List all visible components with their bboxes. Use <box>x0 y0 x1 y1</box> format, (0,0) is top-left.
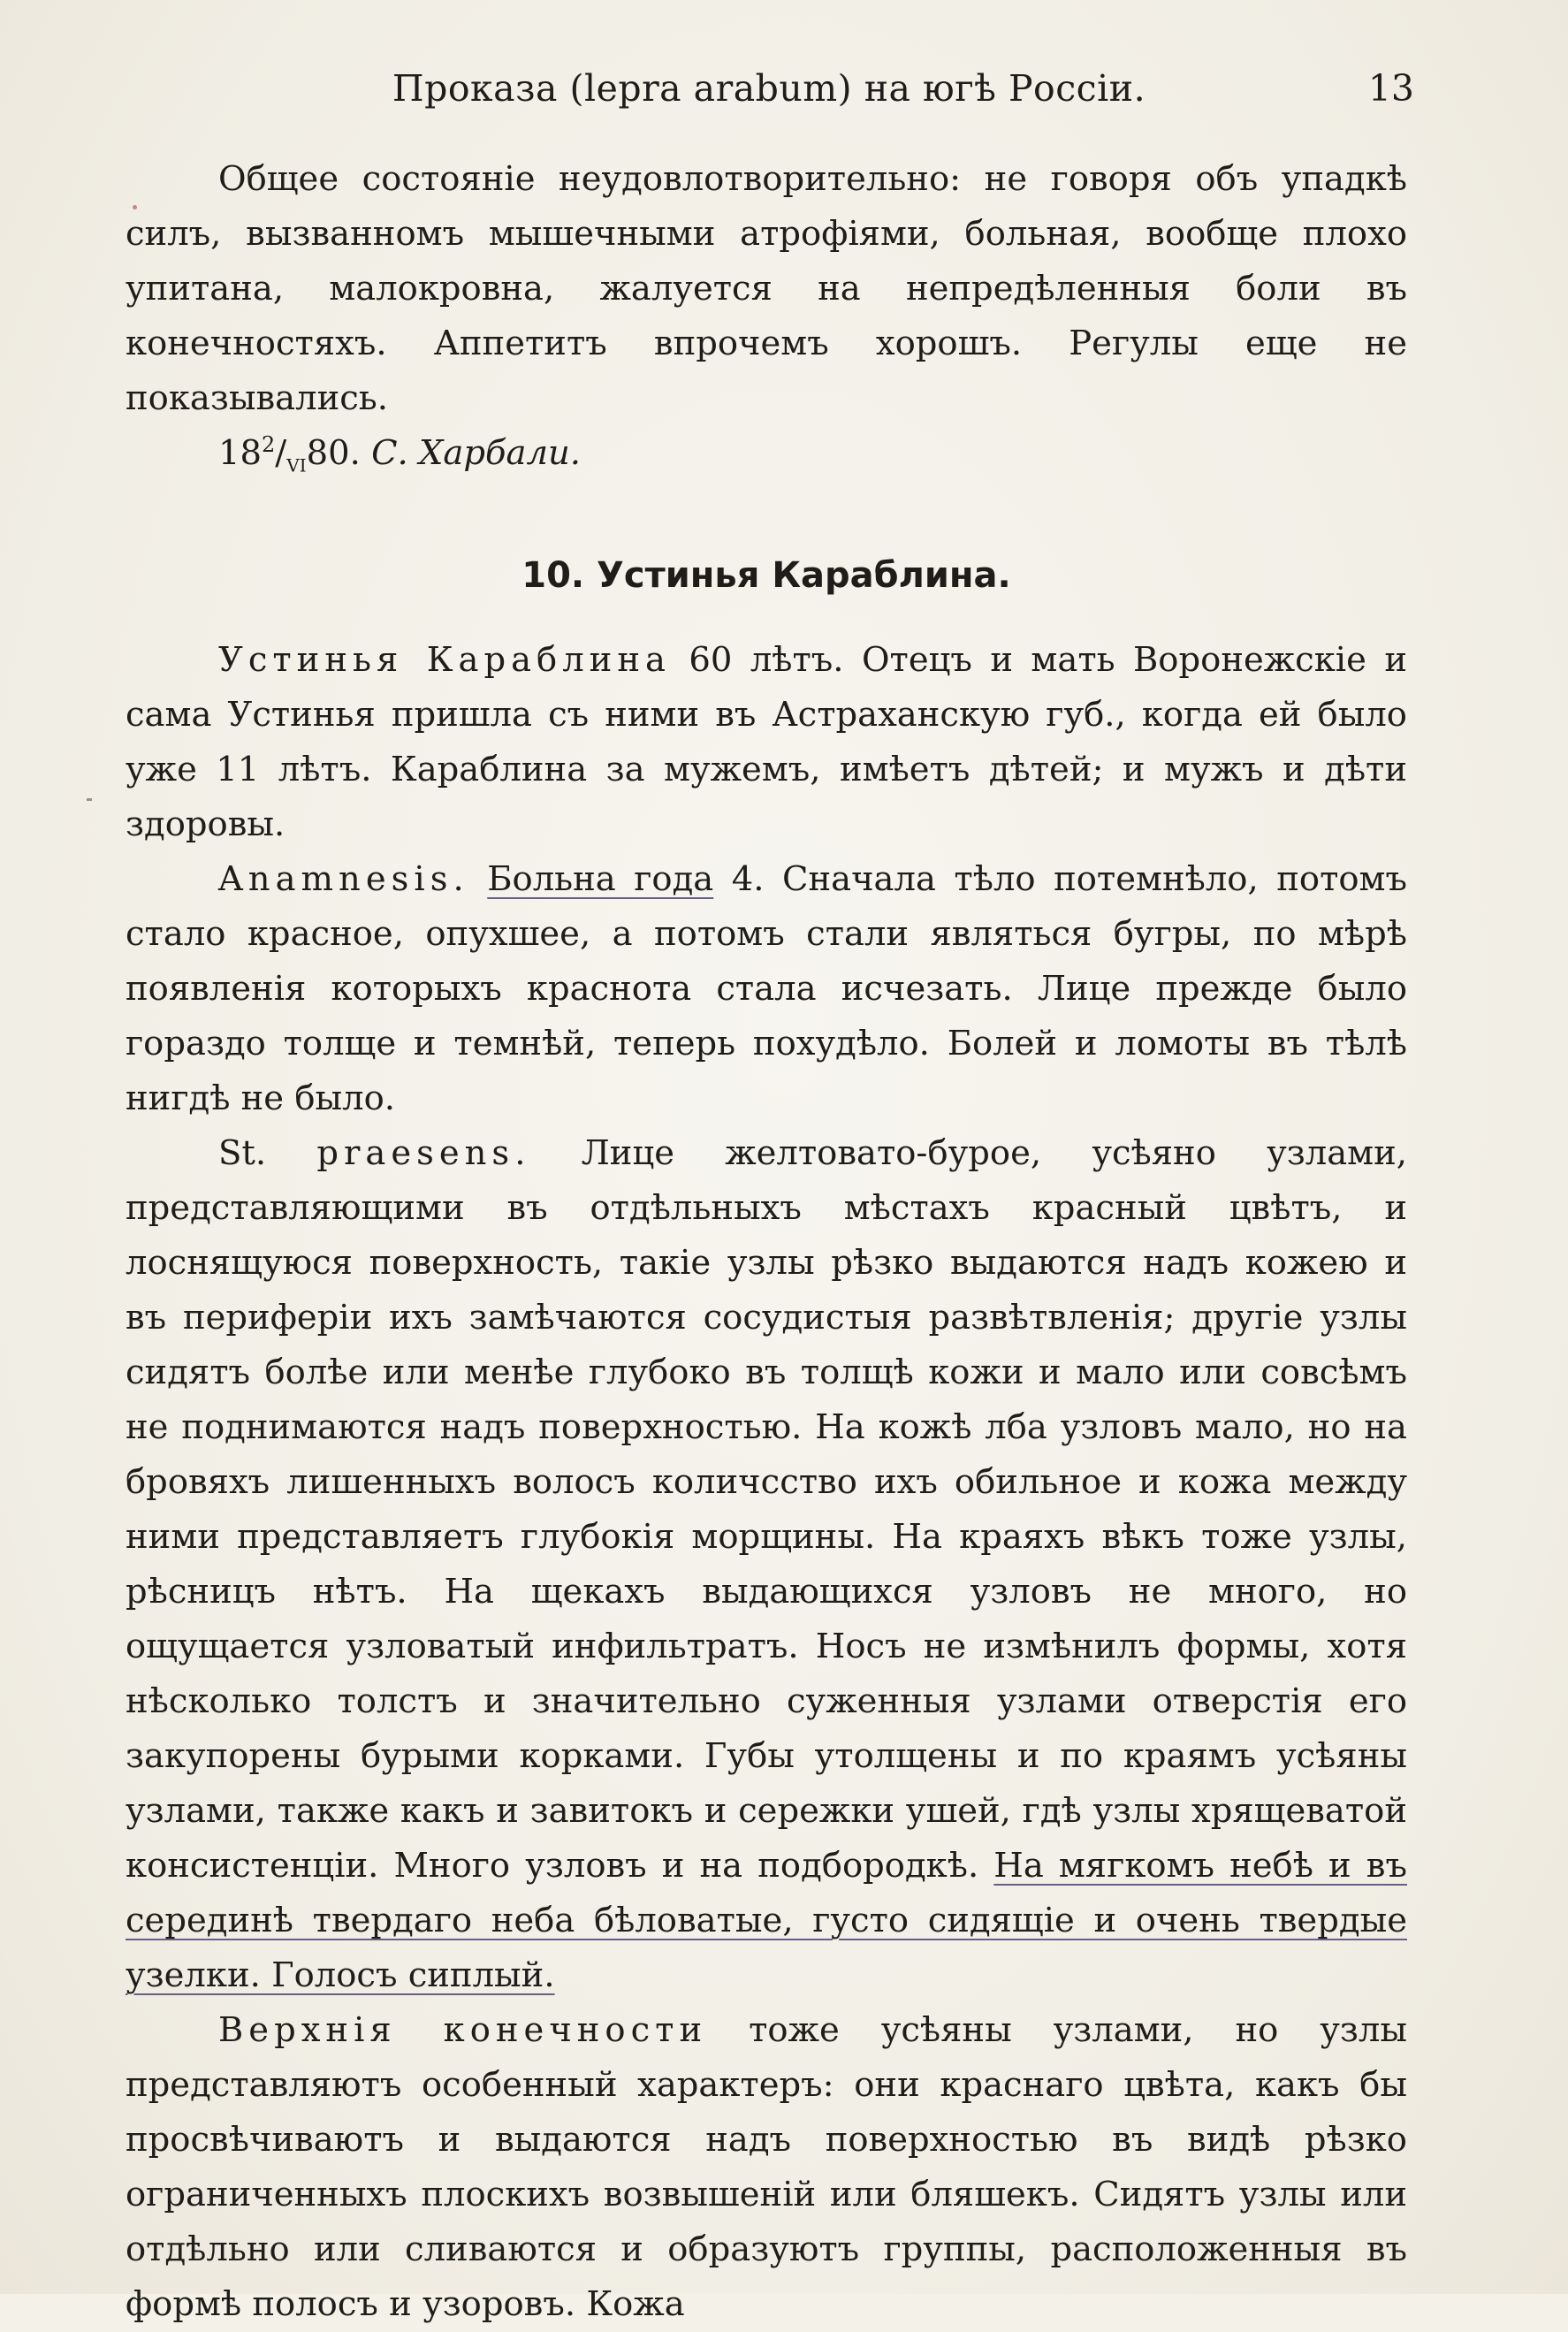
anamnesis-underlined: Больна года <box>487 859 714 899</box>
anamnesis-text: 4. Сначала тѣло потемнѣло, потомъ стало красное, опухшее, а потомъ стали являться бугры, по мѣрѣ появленія которыхъ краснота стала исчезать. Лице прежде было гораздо толще и темнѣй, теперь похудѣло. Болей и ломоты въ тѣлѣ нигдѣ не было. <box>126 859 1407 1118</box>
patient-name-spaced: Устинья Караблина <box>218 640 671 680</box>
date-sub: VI <box>286 454 307 476</box>
body-text <box>126 152 1407 2332</box>
patient-intro-text: 60 лѣтъ. Отецъ и мать Воронежскіе и сама Устинья пришла съ ними въ Астраханскую губ., когда ей было уже 11 лѣтъ. Караблина за мужемъ, имѣетъ дѣтей; и мужъ и дѣти здоровы. <box>126 640 1407 844</box>
paragraph-patient-intro <box>126 633 1407 852</box>
status-label-a: St. <box>218 1133 267 1173</box>
paragraph-upper-limbs <box>126 2003 1407 2332</box>
section-heading: 10. Устинья Караблина. <box>521 555 1011 596</box>
date-sup: 2 <box>262 432 276 458</box>
running-head <box>124 64 1414 113</box>
running-title: Проказа (lерra arabum) на югѣ Россіи. <box>392 67 1146 110</box>
upper-limbs-text: тоже усѣяны узлами, но узлы представляютъ особенный характеръ: они краснаго цвѣта, какъ бы просвѣчиваютъ и выдаются надъ поверхностью въ видѣ рѣзко ограниченныхъ плоскихъ возвышеній или бляшекъ. Сидятъ узлы или отдѣльно или сливаются и образуютъ группы, расположенныя въ формѣ полосъ и узоровъ. Кожа <box>126 2010 1407 2324</box>
paragraph-anamnesis <box>126 852 1407 1126</box>
paragraph-general-state: Общее состояніе неудовлотворительно: не говоря объ упадкѣ силъ, вызванномъ мышечными атрофіями, больная, вообще плохо упитана, малокровна, жалуется на непредѣленныя боли въ конечностяхъ. Аппетитъ впрочемъ хорошъ. Регулы еще не показывались. <box>126 159 1407 418</box>
status-text: Лице желтовато-бурое, усѣяно узлами, представляющими въ отдѣльныхъ мѣстахъ красный цвѣтъ, и лоснящуюся поверхность, такіе узлы рѣзко выдаются надъ кожею и въ периферіи ихъ замѣчаются сосудистыя развѣтвленія; другіе узлы сидятъ болѣе или менѣе глубоко въ толщѣ кожи и мало или совсѣмъ не поднимаются надъ поверхностью. На кожѣ лба узловъ мало, но на бровяхъ лишенныхъ волосъ количсство ихъ обильное и кожа между ними представляетъ глубокія морщины. На краяхъ вѣкъ тоже узлы, рѣсницъ нѣтъ. На щекахъ выдающихся узловъ не много, но ощущается узловатый инфильтратъ. Носъ не измѣнилъ формы, хотя нѣсколько толстъ и значительно суженныя узлами отверстія его закупорены бурыми корками. Губы утолщены и по краямъ усѣяны узлами, также какъ и завитокъ и сережки ушей, гдѣ узлы хрящеватой консистенціи. Много узловъ и на подбородкѣ. <box>126 1133 1407 1886</box>
status-label-b: praesens. <box>316 1133 531 1173</box>
ink-speck <box>87 798 92 801</box>
signature-line: $18^2/_{VI}80$. С. Харбали. <box>218 432 582 476</box>
upper-limbs-label: Верхнія конечности <box>218 2010 708 2050</box>
anamnesis-label: Anamnesis. <box>218 859 469 899</box>
paragraph-status-praesens <box>126 1126 1407 2003</box>
date-year: 80. <box>306 433 361 473</box>
status-underlined: На мягкомъ небѣ и въ серединѣ твердаго неба бѣловатые, густо сидящіе и очень твердые узелки. Голосъ сиплый. <box>126 1846 1407 1995</box>
author-signature: С. Харбали. <box>371 433 582 473</box>
date-day: 18 <box>218 433 262 473</box>
page-number: 13 <box>1367 67 1414 110</box>
